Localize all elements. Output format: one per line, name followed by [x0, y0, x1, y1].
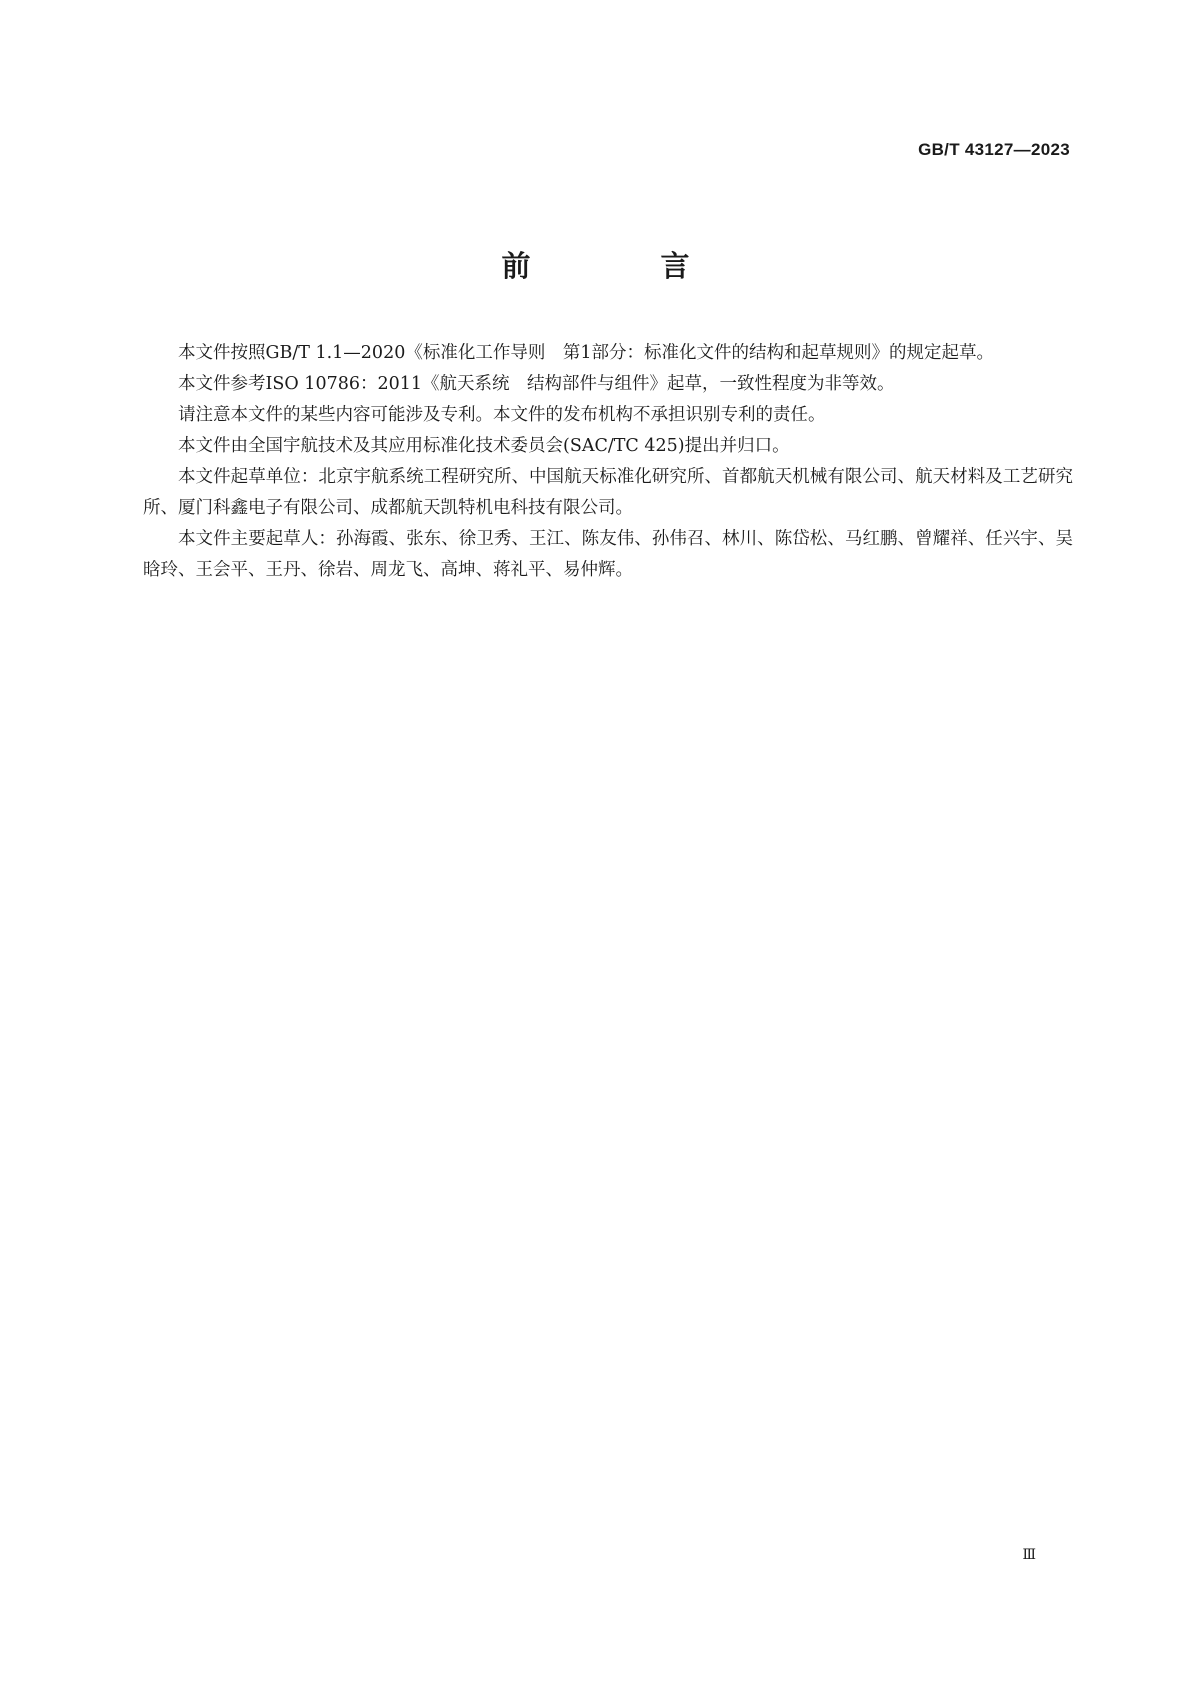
page-title: 前 言 — [501, 249, 750, 283]
foreword-body — [143, 338, 1073, 586]
paragraph-drafting-units: 本文件起草单位：北京宇航系统工程研究所、中国航天标准化研究所、首都航天机械有限公司、航天材料及工艺研究所、厦门科鑫电子有限公司、成都航天凯特机电科技有限公司。 — [143, 467, 1073, 518]
paragraph-patent-notice: 请注意本文件的某些内容可能涉及专利。本文件的发布机构不承担识别专利的责任。 — [178, 405, 826, 425]
paragraph-reference-standard: 本文件参考ISO 10786：2011《航天系统 结构部件与组件》起草，一致性程度为非等效。 — [178, 374, 895, 394]
paragraph-drafters: 本文件主要起草人：孙海霞、张东、徐卫秀、王江、陈友伟、孙伟召、林川、陈岱松、马红鹏、曾耀祥、任兴宇、吴晗玲、王会平、王丹、徐岩、周龙飞、高坤、蒋礼平、易仲辉。 — [143, 529, 1073, 580]
paragraph-committee: 本文件由全国宇航技术及其应用标准化技术委员会(SAC/TC 425)提出并归口。 — [178, 436, 790, 456]
paragraph-drafting-rules: 本文件按照GB/T 1.1—2020《标准化工作导则 第1部分：标准化文件的结构和起草规则》的规定起草。 — [178, 343, 994, 363]
page-number: Ⅲ — [1022, 1547, 1036, 1563]
standard-code: GB/T 43127—2023 — [918, 140, 1070, 159]
